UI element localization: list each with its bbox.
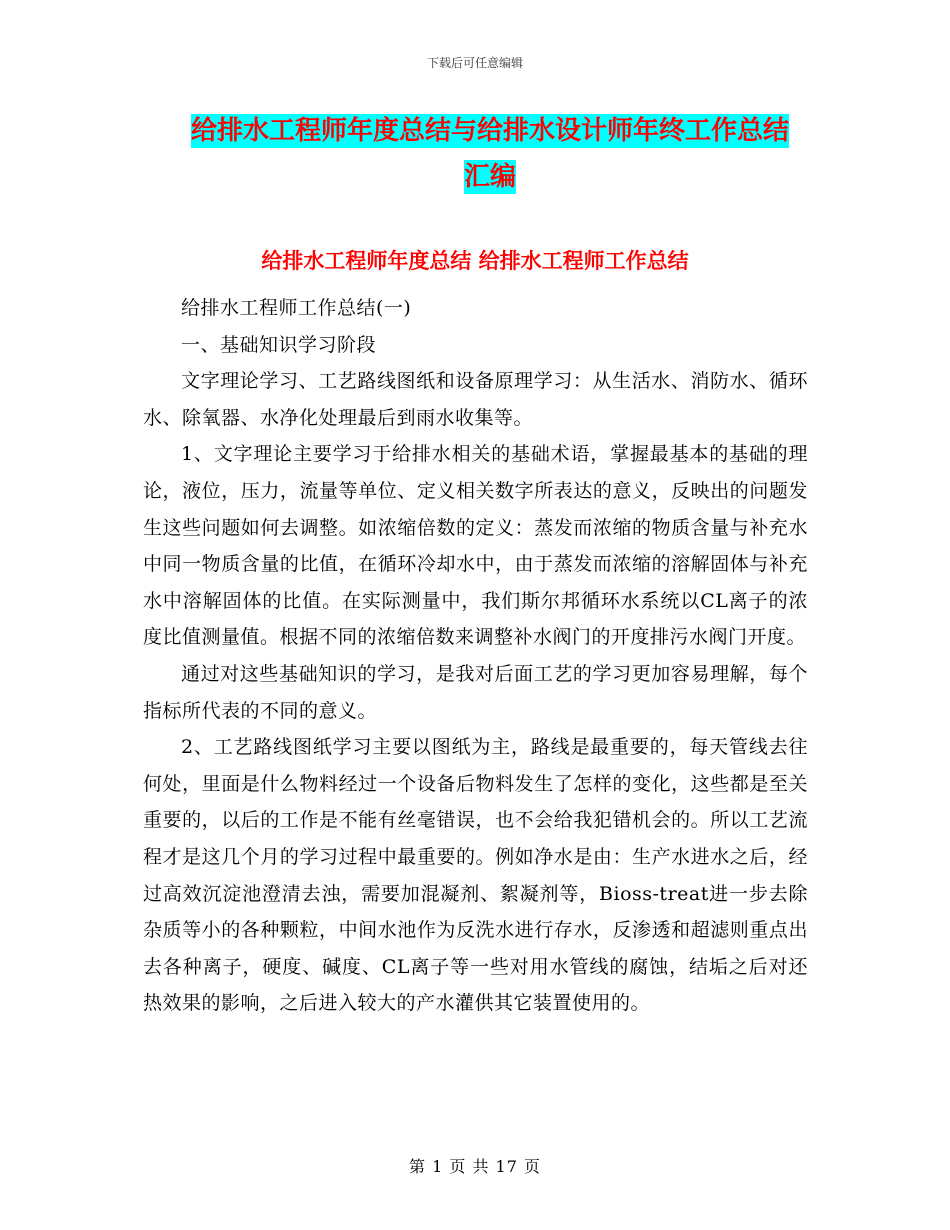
- header-note: 下载后可任意编辑: [426, 56, 523, 70]
- paragraph: 1、文字理论主要学习于给排水相关的基础术语，掌握最基本的基础的理论，液位，压力，流量等单位、定义相关数字所表达的意义，反映出的问题发生这些问题如何去调整。如浓缩倍数的定义：蒸发而浓缩的物质含量与补充水中同一物质含量的比值，在循环冷却水中，由于蒸发而浓缩的溶解固体与补充水中溶解固体的比值。在实际测量中，我们斯尔邦循环水系统以CL离子的浓度比值测量值。根据不同的浓缩倍数来调整补水阀门的开度排污水阀门开度。: [143, 443, 808, 649]
- page-number: 第 1 页 共 17 页: [409, 1157, 541, 1176]
- paragraph: 一、基础知识学习阶段: [181, 333, 377, 356]
- title-line-2: 汇编: [463, 162, 516, 192]
- paragraph: 文字理论学习、工艺路线图纸和设备原理学习：从生活水、消防水、循环水、除氧器、水净化处理最后到雨水收集等。: [143, 370, 808, 429]
- document-body: [143, 290, 808, 1022]
- document-title: [140, 108, 840, 200]
- title-line-1: 给排水工程师年度总结与给排水设计师年终工作总结: [190, 116, 789, 146]
- paragraph: 给排水工程师工作总结(一): [181, 297, 412, 319]
- paragraph: 通过对这些基础知识的学习，是我对后面工艺的学习更加容易理解，每个指标所代表的不同的意义。: [143, 662, 808, 722]
- paragraph: 2、工艺路线图纸学习主要以图纸为主，路线是最重要的，每天管线去往何处，里面是什么物料经过一个设备后物料发生了怎样的变化，这些都是至关重要的，以后的工作是不能有丝毫错误，也不会给我犯错机会的。所以工艺流程才是这几个月的学习过程中最重要的。例如净水是由：生产水进水之后，经过高效沉淀池澄清去浊，需要加混凝剂、絮凝剂等，Bioss-treat进一步去除杂质等小的各种颗粒，中间水池作为反洗水进行存水，反渗透和超滤则重点出去各种离子，硬度、碱度、CL离子等一些对用水管线的腐蚀，结垢之后对还热效果的影响，之后进入较大的产水灌供其它装置使用的。: [143, 736, 808, 1015]
- document-subtitle: 给排水工程师年度总结 给排水工程师工作总结: [261, 249, 689, 273]
